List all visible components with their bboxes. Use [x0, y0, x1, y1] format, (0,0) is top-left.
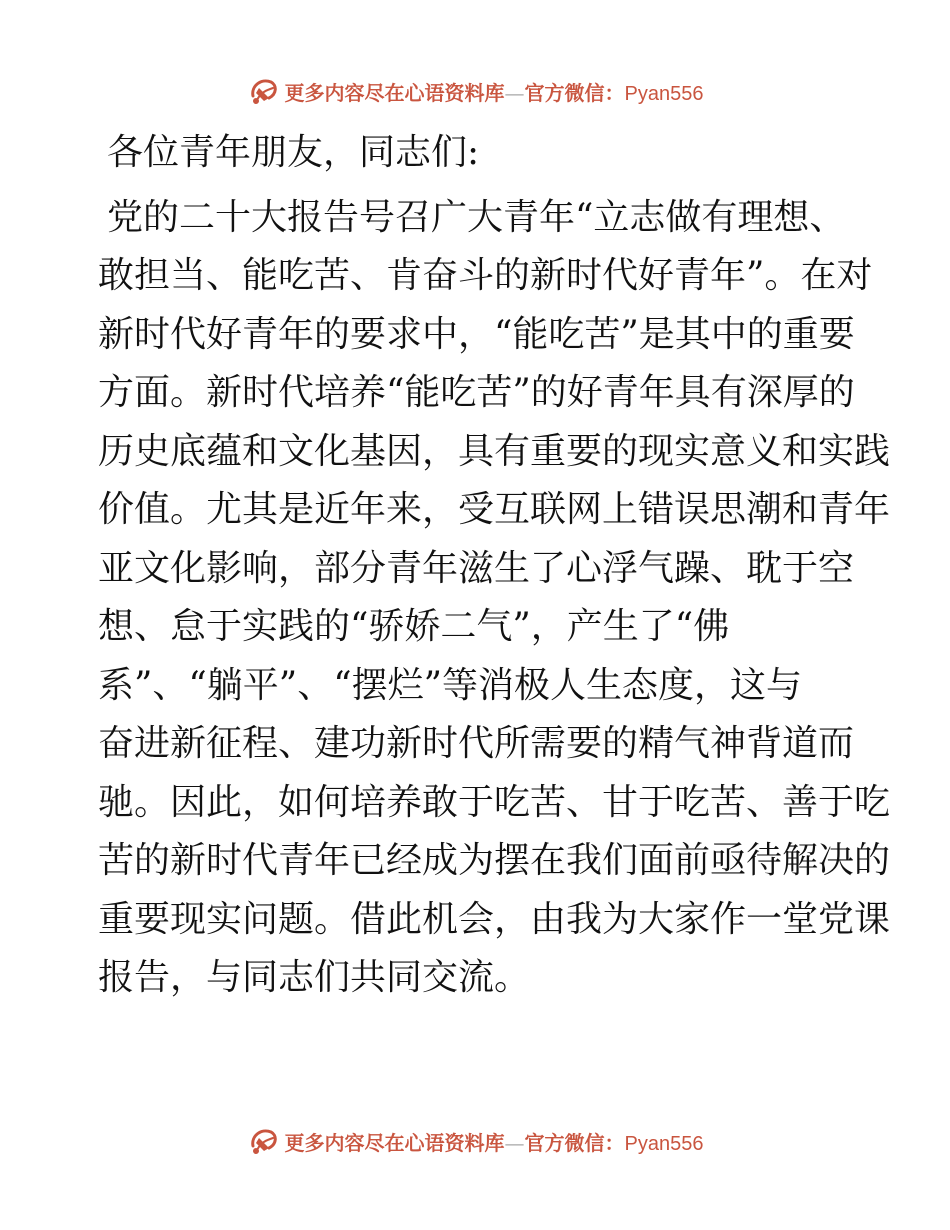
greeting-line: 各位青年朋友，同志们: — [107, 132, 480, 173]
banner-wechat-label: 官方微信： — [524, 1130, 625, 1155]
header-banner — [0, 71, 950, 111]
paragraph-line-9: 系”、“躺平”、“摆烂”等消极人生态度，这与 — [98, 664, 803, 706]
footer-banner — [0, 1121, 950, 1161]
banner-wechat-id: Pyan556 — [624, 1132, 704, 1155]
paragraph-line-6: 价值。尤其是近年来，受互联网上错误思潮和青年 — [98, 489, 891, 530]
paragraph-line-14: 报告，与同志们共同交流。 — [98, 957, 531, 998]
pen-swirl-logo-icon — [247, 1124, 281, 1158]
paragraph-line-4: 方面。新时代培养“能吃苦”的好青年具有深厚的 — [98, 372, 855, 413]
banner-main-text: 更多内容尽在心语资料库 — [284, 1130, 505, 1155]
pen-swirl-logo-icon — [247, 74, 281, 108]
banner-main-text: 更多内容尽在心语资料库 — [284, 80, 505, 105]
paragraph-line-2: 敢担当、能吃苦、肯奋斗的新时代好青年”。在对 — [98, 255, 873, 296]
banner-dash: — — [504, 1130, 525, 1155]
paragraph-line-13: 重要现实问题。借此机会，由我为大家作一堂党课 — [98, 898, 891, 940]
banner-text — [285, 1127, 704, 1156]
paragraph-line-3: 新时代好青年的要求中，“能吃苦”是其中的重要 — [98, 313, 855, 355]
paragraph-line-7: 亚文化影响，部分青年滋生了心浮气躁、耽于空 — [98, 547, 855, 589]
banner-wechat-label: 官方微信： — [524, 80, 625, 105]
paragraph-line-5: 历史底蕴和文化基因，具有重要的现实意义和实践 — [98, 430, 891, 472]
document-body — [98, 124, 891, 1008]
paragraph-line-11: 驰。因此，如何培养敢于吃苦、甘于吃苦、善于吃 — [98, 781, 891, 823]
paragraph-line-1: 党的二十大报告号召广大青年“立志做有理想、 — [107, 196, 846, 238]
paragraph-line-12: 苦的新时代青年已经成为摆在我们面前亟待解决的 — [98, 840, 891, 881]
banner-dash: — — [504, 80, 525, 105]
paragraph-line-10: 奋进新征程、建功新时代所需要的精气神背道而 — [98, 723, 855, 764]
banner-wechat-id: Pyan556 — [624, 82, 704, 105]
paragraph-line-8: 想、怠于实践的“骄娇二气”，产生了“佛 — [98, 606, 730, 647]
banner-text — [285, 77, 704, 106]
